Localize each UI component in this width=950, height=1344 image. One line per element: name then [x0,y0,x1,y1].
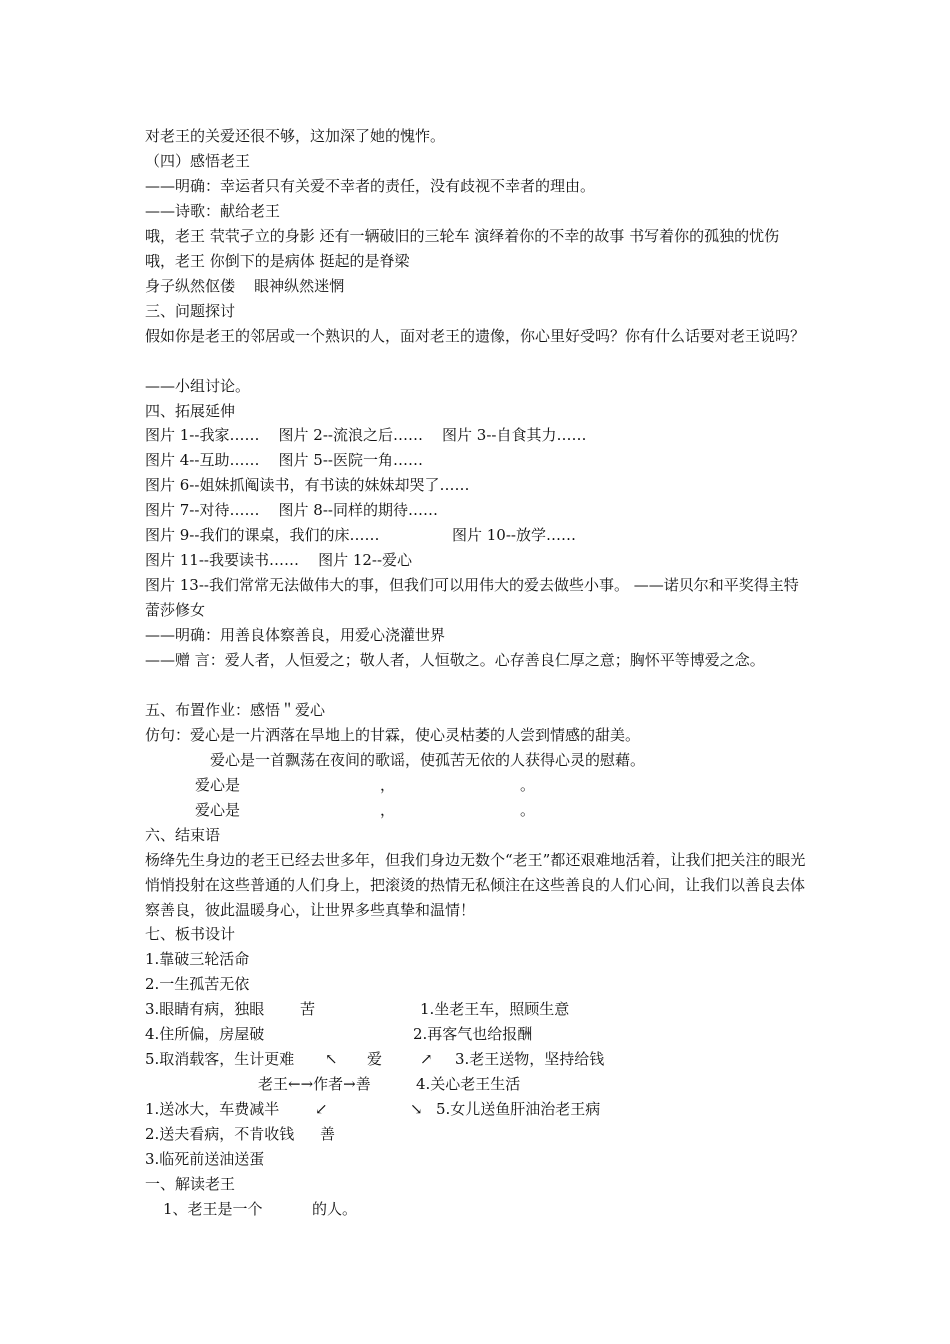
text-segment: 图片 10--放学…… [452,526,576,544]
motto-paragraph: ——赠 言：爱人者，人恒爱之；敬人者，人恒敬之。心存善良仁厚之意；胸怀平等博爱之念。 [145,651,765,669]
board-item: 5.取消载客，生计更难 [145,1050,295,1068]
text-line: ——小组讨论。 [145,377,251,395]
arrow-down-right-icon: ↘ [410,1100,423,1118]
question-paragraph: 假如你是老王的邻居或一个熟识的人，面对老王的遗像，你心里好受吗？你有什么话要对老王说吗？ [145,327,806,345]
board-item: 3.眼睛有病，独眼 [145,1000,265,1018]
text-line: 图片 7--对待…… 图片 8--同样的期待…… [145,501,438,519]
section-heading: 三、问题探讨 [145,302,236,320]
arrow-up-right-icon: ↗ [420,1050,433,1068]
blank-prompt: ， [380,776,396,794]
blank-prompt: 1、老王是一个 [163,1200,263,1218]
section-heading: 四、拓展延伸 [145,402,236,420]
arrow-up-left-icon: ↖ [325,1050,338,1068]
blank-prompt: 。 [520,801,536,819]
board-item: 1.送冰大，车费减半 [145,1100,280,1118]
text-line: ——诗歌：献给老王 [145,202,281,220]
board-item: 5.女儿送鱼肝油治老王病 [436,1100,601,1118]
board-item: 1.坐老王车，照顾生意 [420,1000,570,1018]
section-heading: 五、布置作业：感悟＂爱心 [145,701,326,719]
board-item: 爱 [367,1050,383,1068]
text-segment: 图片 9--我们的课桌，我们的床…… [145,526,380,544]
poem-paragraph: 哦，老王 茕茕孑立的身影 还有一辆破旧的三轮车 演绎着你的不幸的故事 书写着你的孤独的忧伤 哦，老王 你倒下的是病体 挺起的是脊梁 [145,227,780,270]
text-line: 图片 4--互助…… 图片 5--医院一角…… [145,451,423,469]
board-item: 4.关心老王生活 [416,1075,521,1093]
board-item: 2.再客气也给报酬 [413,1025,533,1043]
blank-prompt: 爱心是 [195,801,241,819]
text-line: 身子纵然伛偻 眼神纵然迷惘 [145,277,345,295]
board-item: 善 [320,1125,336,1143]
text-line: 对老王的关爱还很不够，这加深了她的愧怍。 [145,127,446,145]
text-line: 图片 11--我要读书…… 图片 12--爱心 [145,551,413,569]
board-item: 苦 [300,1000,316,1018]
section-heading: （四）感悟老王 [145,152,251,170]
text-line: 仿句：爱心是一片洒落在旱地上的甘霖，使心灵枯萎的人尝到情感的甜美。 [145,726,641,744]
board-item: 2.送夫看病，不肯收钱 [145,1125,295,1143]
board-item: 2.一生孤苦无依 [145,975,250,993]
board-item: 4.住所偏，房屋破 [145,1025,265,1043]
board-item: 3.临死前送油送蛋 [145,1150,265,1168]
text-line: 图片 6--姐妹抓阄读书，有书读的妹妹却哭了…… [145,476,470,494]
blank-prompt: 爱心是 [195,776,241,794]
text-line: 图片 1--我家…… 图片 2--流浪之后…… 图片 3--自食其力…… [145,426,587,444]
arrow-down-left-icon: ↙ [315,1100,328,1118]
board-center: 老王←→作者→善 [258,1075,371,1093]
blank-prompt: ， [380,801,396,819]
quote-paragraph: 图片 13--我们常常无法做伟大的事，但我们可以用伟大的爱去做些小事。 ——诺贝尔和平奖得主特蕾莎修女 [145,576,799,619]
text-line: ——明确：用善良体察善良，用爱心浇灌世界 [145,626,446,644]
text-line: ——明确：幸运者只有关爱不幸者的责任，没有歧视不幸者的理由。 [145,177,596,195]
board-item: 1.靠破三轮活命 [145,950,250,968]
board-item: 3.老王送物，坚持给钱 [455,1050,605,1068]
section-heading: 七、板书设计 [145,925,236,943]
section-heading: 六、结束语 [145,826,221,844]
closing-paragraph: 杨绛先生身边的老王已经去世多年，但我们身边无数个“老王”都还艰难地活着，让我们把关注的眼光悄悄投射在这些普通的人们身上，把滚烫的热情无私倾注在这些善良的人们心间，让我们以善良去体察善良，彼此温暖身心，让世界多些真挚和温情！ [145,851,806,919]
blank-prompt: 。 [520,776,536,794]
section-heading: 一、解读老王 [145,1175,236,1193]
text-line: 爱心是一首飘荡在夜间的歌谣，使孤苦无依的人获得心灵的慰藉。 [210,751,646,769]
blank-prompt: 的人。 [312,1200,358,1218]
